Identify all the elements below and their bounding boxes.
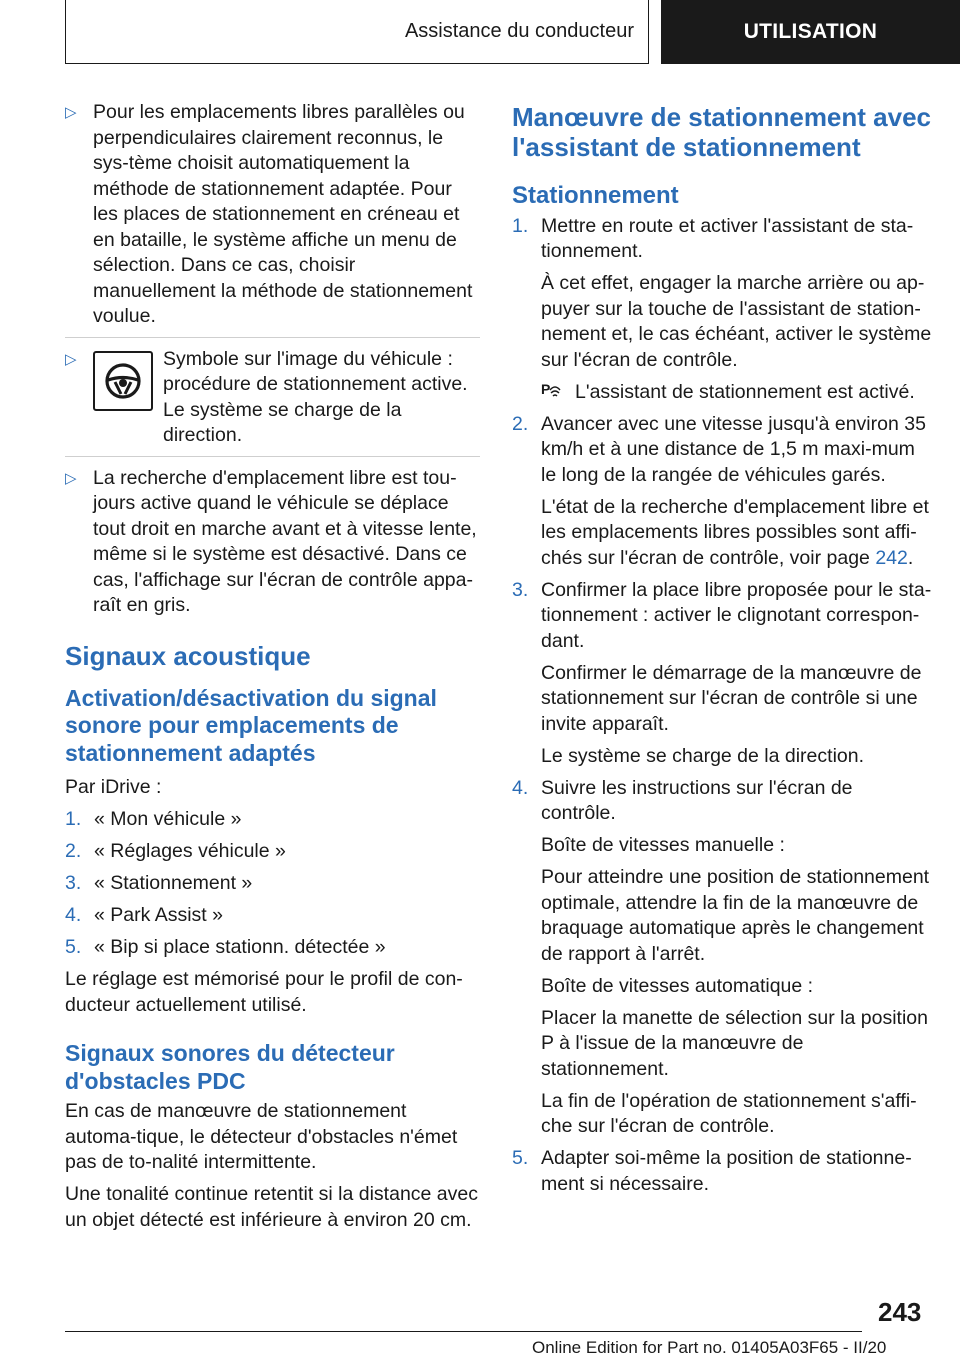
list-item bbox=[65, 871, 480, 897]
step-detail: Placer la manette de sélection sur la position P à l'issue de la manœuvre de stationnement. bbox=[541, 1006, 928, 1080]
step-number: 4. bbox=[65, 904, 82, 926]
step-detail: Confirmer le démarrage de la manœuvre de stationnement sur l'écran de contrôle si une invite apparaît. bbox=[541, 661, 922, 735]
bullet-item bbox=[65, 466, 480, 619]
divider bbox=[65, 337, 480, 338]
triangle-bullet-icon: ▷ bbox=[65, 469, 77, 487]
step-text: « Park Assist » bbox=[94, 904, 223, 926]
svg-text:P: P bbox=[541, 381, 551, 398]
subsection-heading: Signaux sonores du détecteur d'obstacles PDC bbox=[65, 1040, 395, 1094]
status-text: L'assistant de stationnement est activé. bbox=[575, 380, 915, 403]
page-reference-link[interactable]: 242 bbox=[875, 546, 908, 569]
step-number: 3. bbox=[65, 872, 82, 894]
list-item bbox=[512, 1146, 932, 1197]
step-number: 1. bbox=[65, 808, 82, 830]
list-item bbox=[512, 578, 932, 655]
step-number: 5. bbox=[512, 1147, 529, 1169]
subheading: Stationnement bbox=[512, 182, 679, 209]
park-assist-icon bbox=[541, 381, 567, 403]
list-item bbox=[65, 807, 480, 833]
left-column bbox=[65, 100, 480, 1233]
step-number: 5. bbox=[65, 936, 82, 958]
detail-suffix: . bbox=[907, 546, 914, 569]
section-heading: Signaux acoustique bbox=[65, 640, 311, 671]
triangle-bullet-icon: ▷ bbox=[65, 350, 77, 368]
step-detail: Pour atteindre une position de stationnement optimale, attendre la fin de la manœuvre de braquage automatique après le changement de rapport à l'arrêt. bbox=[541, 866, 930, 965]
right-column bbox=[512, 102, 932, 1204]
edition-text: Online Edition for Part no. 01405A03F65 - II/20 bbox=[532, 1338, 887, 1357]
step-detail: À cet effet, engager la marche arrière ou ap-puyer sur la touche de l'assistant de station-nement et, le cas échéant, activer le système sur l'écran de contrôle. bbox=[541, 272, 932, 371]
subsection-heading: Activation/désactivation du signal sonore pour emplacements de stationnement adaptés bbox=[65, 684, 437, 766]
step-text: « Réglages véhicule » bbox=[94, 840, 286, 862]
list-item bbox=[65, 839, 480, 865]
bullet-item bbox=[65, 100, 480, 330]
list-item bbox=[65, 903, 480, 929]
step-number: 2. bbox=[65, 840, 82, 862]
step-text: « Mon véhicule » bbox=[94, 808, 242, 830]
paragraph: Une tonalité continue retentit si la distance avec un objet détecté est inférieure à environ 20 cm. bbox=[65, 1183, 478, 1231]
bullet-text: Pour les emplacements libres parallèles ou perpendiculaires clairement reconnus, le sys-tème choisit automatiquement la méthode de stationnement adaptée. Pour les places de stationnement en créneau et en bataille, le système affiche un menu de sélection. Dans ce cas, choisir manuellement la méthode de stationnement voulue. bbox=[93, 101, 473, 327]
triangle-bullet-icon: ▷ bbox=[65, 104, 77, 121]
bullet-text: Symbole sur l'image du véhicule : procédure de stationnement active. Le système se charge de la direction. bbox=[163, 347, 468, 446]
step-number: 2. bbox=[512, 412, 529, 435]
list-item bbox=[512, 776, 932, 827]
step-number: 1. bbox=[512, 214, 529, 237]
step-text: « Bip si place stationn. détectée » bbox=[94, 936, 386, 958]
divider bbox=[65, 456, 480, 457]
page-number: 243 bbox=[878, 1297, 922, 1327]
step-detail: Boîte de vitesses manuelle : bbox=[541, 834, 785, 856]
main-heading: Manœuvre de stationnement avec l'assistant de stationnement bbox=[512, 102, 931, 162]
bullet-item bbox=[65, 347, 480, 449]
step-detail: La fin de l'opération de stationnement s'affi-che sur l'écran de contrôle. bbox=[541, 1089, 917, 1137]
chapter-title: UTILISATION bbox=[743, 20, 878, 43]
step-text: Suivre les instructions sur l'écran de contrôle. bbox=[541, 776, 853, 824]
step-detail: Le système se charge de la direction. bbox=[541, 744, 865, 767]
list-item bbox=[512, 412, 932, 489]
step-text: Avancer avec une vitesse jusqu'à environ 35 km/h et à une distance de 1,5 m maxi-mum le long de la rangée de véhicules garés. bbox=[541, 412, 926, 486]
step-number: 4. bbox=[512, 776, 529, 799]
paragraph: En cas de manœuvre de stationnement automa-tique, le détecteur d'obstacles n'émet pas de to-nalité intermittente. bbox=[65, 1100, 458, 1173]
step-detail: Boîte de vitesses automatique : bbox=[541, 974, 814, 997]
status-line bbox=[512, 380, 932, 406]
step-text: Confirmer la place libre proposée pour le sta-tionnement : activer le clignotant correspon-dant. bbox=[541, 578, 932, 652]
step-detail bbox=[512, 495, 932, 572]
step-text: « Stationnement » bbox=[94, 872, 253, 894]
steering-wheel-icon bbox=[93, 351, 153, 411]
list-item bbox=[65, 935, 480, 961]
note-text: Le réglage est mémorisé pour le profil de con-ducteur actuellement utilisé. bbox=[65, 968, 463, 1016]
section-title: Assistance du conducteur bbox=[404, 20, 634, 42]
intro-text: Par iDrive : bbox=[65, 776, 162, 798]
list-item bbox=[512, 214, 932, 265]
running-header bbox=[65, 0, 649, 64]
detail-text: L'état de la recherche d'emplacement libre et les emplacements libres possibles sont affi-chés sur l'écran de contrôle, voir page bbox=[541, 495, 929, 569]
chapter-tab bbox=[661, 0, 960, 64]
step-number: 3. bbox=[512, 578, 529, 601]
bullet-text: La recherche d'emplacement libre est tou-jours active quand le véhicule se déplace tout droit en marche avant et à vitesse lente, même si le système est désactivé. Dans ce cas, l'affichage sur l'écran de contrôle appa-raît en gris. bbox=[93, 466, 477, 616]
step-text: Mettre en route et activer l'assistant de sta-tionnement. bbox=[541, 214, 914, 262]
footer-divider bbox=[65, 1331, 862, 1332]
step-text: Adapter soi-même la position de stationne-ment si nécessaire. bbox=[541, 1147, 912, 1195]
